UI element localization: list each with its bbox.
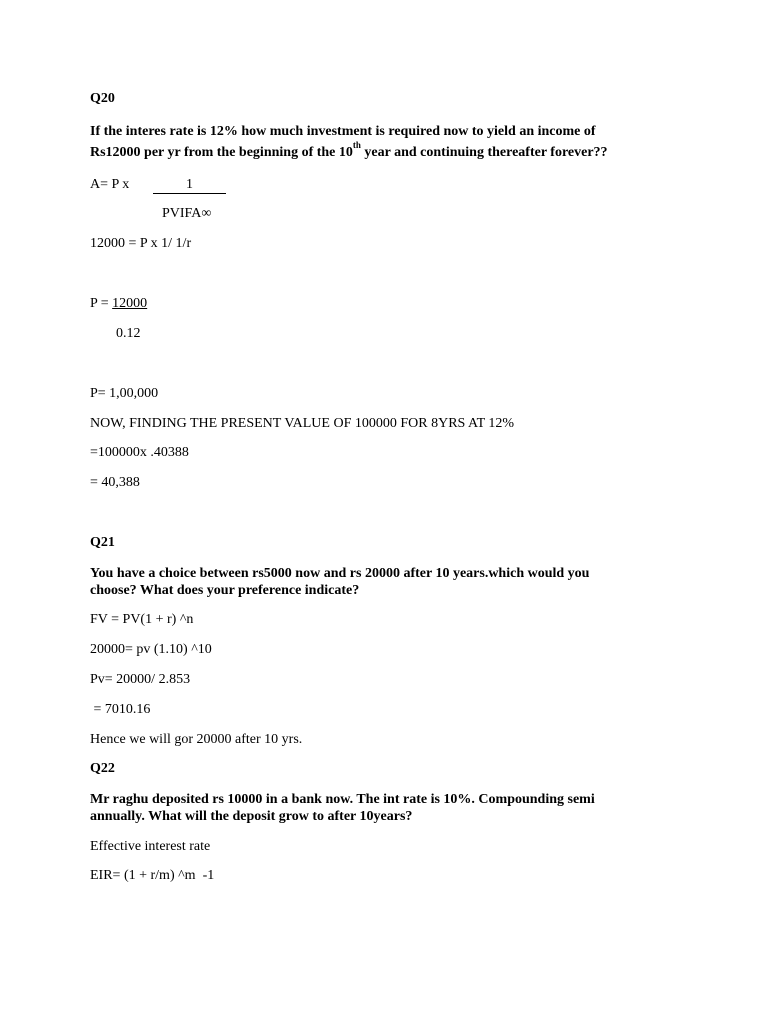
- q22-eir-formula: EIR= (1 + r/m) ^m -1: [90, 868, 215, 883]
- q20-p-formula: [90, 296, 147, 312]
- q20-question-part2a: Rs12000 per yr from the beginning of the 10: [90, 145, 353, 160]
- q20-a-denominator: PVIFA∞: [162, 206, 212, 221]
- q20-p-denominator: 0.12: [116, 326, 141, 341]
- q21-conclusion: Hence we will gor 20000 after 10 yrs.: [90, 732, 303, 747]
- q21-question-line1: You have a choice between rs5000 now and rs 20000 after 10 years.which would you: [90, 566, 590, 581]
- q20-p-result: P= 1,00,000: [90, 386, 159, 401]
- q20-a-lhs: A= P x: [90, 177, 130, 192]
- q20-question-superscript: th: [352, 140, 361, 151]
- q21-equation-3: = 7010.16: [90, 702, 151, 717]
- q20-question-part2b: year and continuing thereafter forever??: [360, 145, 608, 160]
- q21-equation-1: 20000= pv (1.10) ^10: [90, 642, 212, 657]
- q20-equation-1: 12000 = P x 1/ 1/r: [90, 236, 192, 251]
- q22-label: Q22: [90, 761, 115, 776]
- q21-question-line2: choose? What does your preference indicate?: [90, 583, 360, 598]
- q20-result-line: = 40,388: [90, 475, 140, 490]
- q22-question-line2: annually. What will the deposit grow to after 10years?: [90, 809, 413, 824]
- q20-p-numerator: 12000: [112, 296, 148, 311]
- q20-now-line: NOW, FINDING THE PRESENT VALUE OF 100000 FOR 8YRS AT 12%: [90, 416, 515, 431]
- q22-eir-heading: Effective interest rate: [90, 839, 211, 854]
- q20-label: Q20: [90, 91, 115, 106]
- q20-question-line2: [90, 140, 608, 161]
- q20-question-line1: If the interes rate is 12% how much investment is required now to yield an income of: [90, 124, 596, 139]
- q20-p-lhs: P =: [90, 296, 113, 311]
- q20-calc-line: =100000x .40388: [90, 445, 189, 460]
- q21-fv-formula: FV = PV(1 + r) ^n: [90, 612, 194, 627]
- q22-question-line1: Mr raghu deposited rs 10000 in a bank now. The int rate is 10%. Compounding semi: [90, 792, 595, 807]
- q21-label: Q21: [90, 535, 115, 550]
- q20-a-numerator: 1: [153, 177, 226, 194]
- q21-equation-2: Pv= 20000/ 2.853: [90, 672, 191, 687]
